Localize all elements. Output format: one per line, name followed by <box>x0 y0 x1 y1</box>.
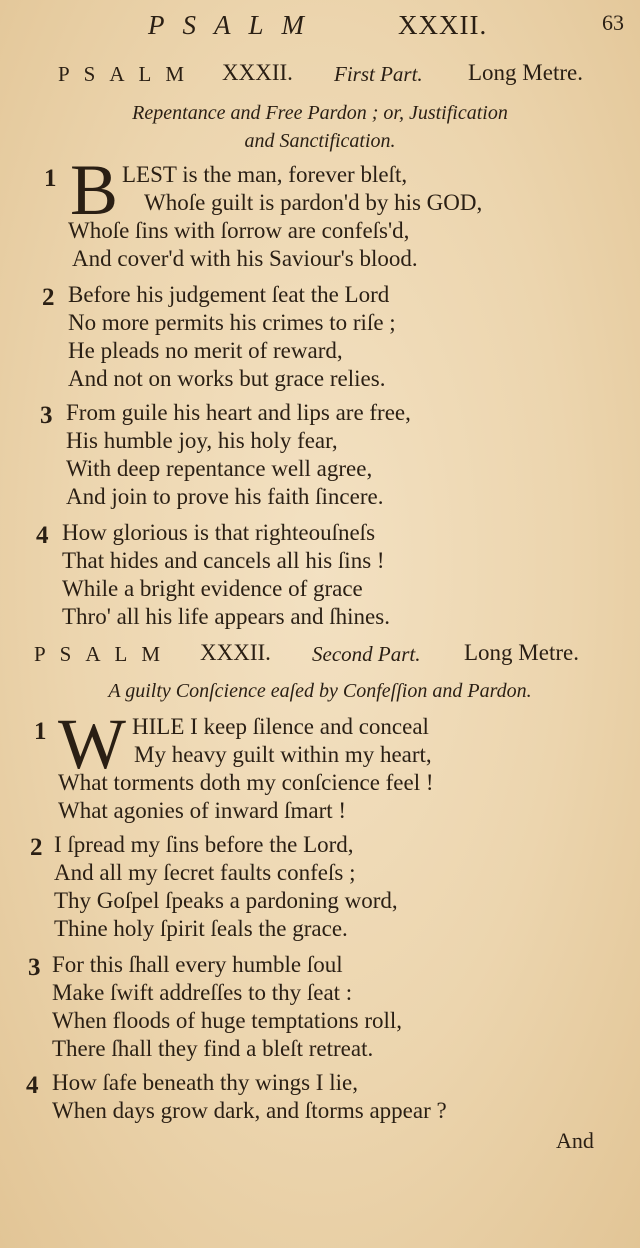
part1-part-label: First Part. <box>334 62 423 86</box>
stanza-number: 2 <box>42 284 55 311</box>
part2-psalm-word: PSALM <box>34 642 175 666</box>
part2-heading <box>0 640 640 674</box>
verse-line: Whoſe guilt is pardon'd by his GOD, <box>144 190 483 215</box>
verse-line: There ſhall they find a bleſt retreat. <box>52 1036 374 1061</box>
verse-line: And not on works but grace relies. <box>68 366 386 391</box>
verse-line: Whoſe ſins with ſorrow are confeſs'd, <box>68 218 410 243</box>
stanza-number: 1 <box>34 718 47 745</box>
part1-heading <box>0 60 640 94</box>
part1-subtitle-line-2: and Sanctification. <box>244 130 396 152</box>
verse-line: That hides and cancels all his ſins ! <box>62 548 385 573</box>
verse-line: How glorious is that righteouſneſs <box>62 520 376 545</box>
running-head-psalm-number: XXXII. <box>398 10 488 40</box>
verse-line: HILE I keep ſilence and conceal <box>132 714 429 739</box>
verse-line: Thro' all his life appears and ſhines. <box>62 604 390 629</box>
part2-psalm-number: XXXII. <box>200 640 271 665</box>
stanza-number: 3 <box>40 402 53 429</box>
verse-line: From guile his heart and lips are free, <box>66 400 411 425</box>
verse-line: And join to prove his faith ſincere. <box>66 484 384 509</box>
verse-line: And all my ſecret faults confeſs ; <box>54 860 356 885</box>
drop-cap: W <box>58 704 126 784</box>
verse-line: How ſafe beneath thy wings I lie, <box>52 1070 358 1095</box>
part1-subtitle-line-1: Repentance and Free Pardon ; or, Justification <box>132 102 508 124</box>
stanza-number: 4 <box>26 1072 39 1099</box>
stanza-number: 4 <box>36 522 49 549</box>
verse-line: His humble joy, his holy fear, <box>66 428 338 453</box>
running-head <box>0 4 640 44</box>
verse-line: Before his judgement ſeat the Lord <box>68 282 390 307</box>
verse-line: And cover'd with his Saviour's blood. <box>72 246 418 271</box>
verse-line: When days grow dark, and ſtorms appear ? <box>52 1098 447 1123</box>
verse-line: Thine holy ſpirit ſeals the grace. <box>54 916 348 941</box>
stanza-number: 2 <box>30 834 43 861</box>
part1-psalm-word: PSALM <box>58 62 199 86</box>
part2-part-label: Second Part. <box>312 642 421 666</box>
part1-metre: Long Metre. <box>468 60 583 85</box>
drop-cap: B <box>70 150 119 230</box>
verse-line: While a bright evidence of grace <box>62 576 363 601</box>
verse-line: What torments doth my conſcience feel ! <box>58 770 434 795</box>
stanza-number: 3 <box>28 954 41 981</box>
stanza-number: 1 <box>44 165 57 192</box>
verse-line: With deep repentance well agree, <box>66 456 373 481</box>
verse-line: No more permits his crimes to riſe ; <box>68 310 396 335</box>
verse-line: What agonies of inward ſmart ! <box>58 798 347 823</box>
verse-line: When floods of huge temptations roll, <box>52 1008 403 1033</box>
verse-line: My heavy guilt within my heart, <box>134 742 432 767</box>
part1-psalm-number: XXXII. <box>222 60 293 85</box>
page-number: 63 <box>602 10 624 35</box>
verse-line: For this ſhall every humble ſoul <box>52 952 343 977</box>
catchword: And <box>556 1128 594 1153</box>
verse-line: He pleads no merit of reward, <box>68 338 343 363</box>
verse-line: Thy Goſpel ſpeaks a pardoning word, <box>54 888 398 913</box>
running-head-title: PSALM <box>148 10 322 40</box>
part2-metre: Long Metre. <box>464 640 579 665</box>
verse-line: Make ſwift addreſſes to thy ſeat : <box>52 980 353 1005</box>
verse-line: LEST is the man, forever bleſt, <box>122 162 408 187</box>
part2-subtitle: A guilty Conſcience eaſed by Confeſſion and Pardon. <box>108 680 532 702</box>
verse-line: I ſpread my ſins before the Lord, <box>54 832 354 857</box>
